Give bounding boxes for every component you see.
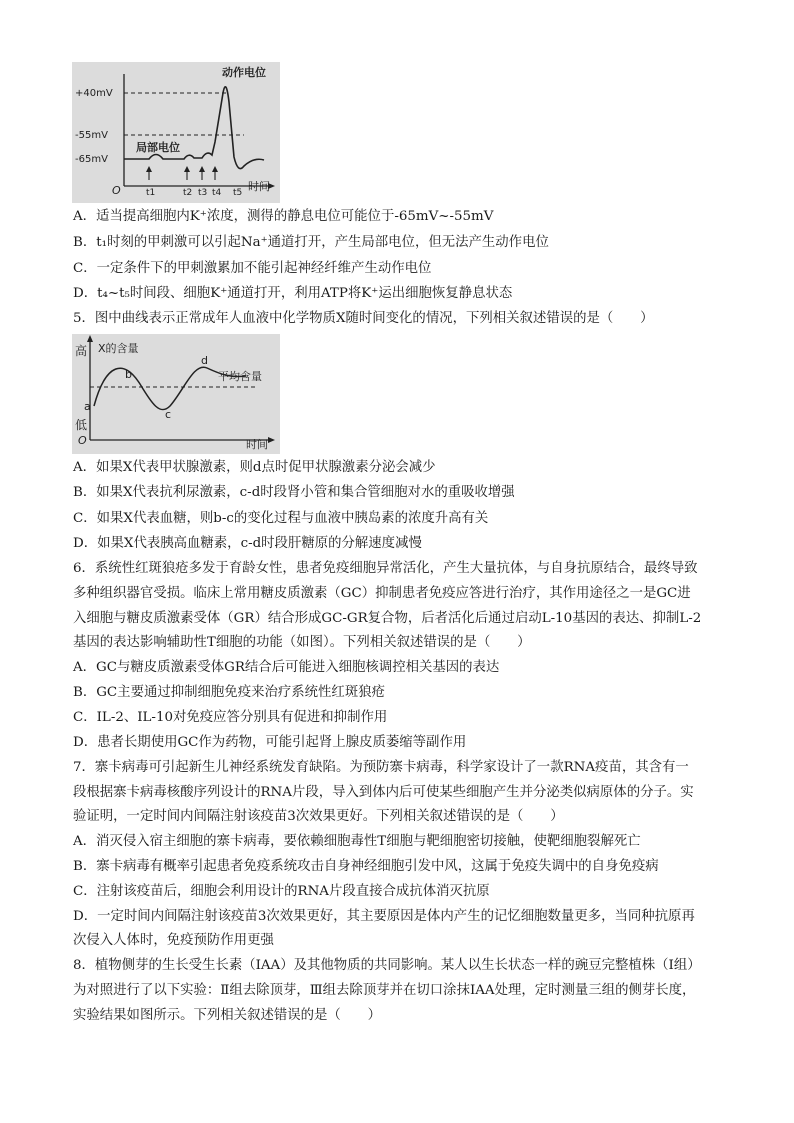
q4-option-c: C．一定条件下的甲刺激累加不能引起神经纤维产生动作电位 <box>73 261 432 276</box>
local-potential-label: 局部电位 <box>136 141 180 154</box>
q8-stem-line-1: 8．植物侧芽的生长受生长素（IAA）及其他物质的共同影响。某人以生长状态一样的豌豆完整植株（Ⅰ组） <box>73 958 701 973</box>
q7-option-d-line-2: 次侵入人体时，免疫预防作用更强 <box>73 933 274 948</box>
tick-t2: t2 <box>183 188 193 198</box>
average-label: 平均含量 <box>218 370 262 383</box>
q4-option-b: B．t₁时刻的甲刺激可以引起Na⁺通道打开，产生局部电位，但无法产生动作电位 <box>73 235 549 250</box>
tick-t1: t1 <box>146 188 156 198</box>
tick-t5: t5 <box>233 188 243 198</box>
low-label: 低 <box>75 418 88 432</box>
high-label: 高 <box>75 344 88 358</box>
membrane-potential-figure <box>72 62 280 203</box>
q6-option-b: B．GC主要通过抑制细胞免疫来治疗系统性红斑狼疮 <box>73 685 385 700</box>
q8-stem-line-2: 为对照进行了以下实验：Ⅱ组去除顶芽，Ⅲ组去除顶芽并在切口涂抹IAA处理，定时测量三组的侧芽长度， <box>73 983 696 998</box>
point-d: d <box>201 354 208 367</box>
point-a: a <box>84 400 91 413</box>
q7-option-c: C．注射该疫苗后，细胞会利用设计的RNA片段直接合成抗体消灭抗原 <box>73 884 490 899</box>
tick-t4: t4 <box>212 188 222 198</box>
y-axis-label: X的含量 <box>98 342 139 355</box>
point-b: b <box>125 368 132 381</box>
q5-option-b: B．如果X代表抗利尿激素，c-d时段肾小管和集合管细胞对水的重吸收增强 <box>73 485 515 500</box>
q7-stem-line-2: 段根据寨卡病毒核酸序列设计的RNA片段，导入到体内后可使某些细胞产生并分泌类似病原体的分子。实 <box>73 785 694 800</box>
q7-stem-line-3: 验证明，一定时间内间隔注射该疫苗3次效果更好。下列相关叙述错误的是（ ） <box>73 809 564 824</box>
q6-stem-line-4: 基因的表达影响辅助性T细胞的功能（如图）。下列相关叙述错误的是（ ） <box>73 635 531 650</box>
q7-option-a: A．消灭侵入宿主细胞的寨卡病毒，要依赖细胞毒性T细胞与靶细胞密切接触，使靶细胞裂解死亡 <box>73 834 641 849</box>
q5-option-d: D．如果X代表胰高血糖素，c-d时段肝糖原的分解速度减慢 <box>73 536 422 551</box>
y-label-minus55: -55mV <box>75 130 108 141</box>
q5-stem: 5．图中曲线表示正常成年人血液中化学物质X随时间变化的情况，下列相关叙述错误的是（ ） <box>73 311 654 326</box>
x-axis-label-2: 时间 <box>246 438 268 451</box>
origin-label: O <box>112 184 121 197</box>
q4-option-d: D．t₄~t₅时间段、细胞K⁺通道打开，利用ATP将K⁺运出细胞恢复静息状态 <box>73 286 513 301</box>
x-content-figure <box>72 334 280 454</box>
q5-option-a: A．如果X代表甲状腺激素，则d点时促甲状腺激素分泌会减少 <box>73 460 436 475</box>
y-label-plus40: +40mV <box>75 88 113 99</box>
q7-option-d-line-1: D．一定时间内间隔注射该疫苗3次效果更好，其主要原因是体内产生的记忆细胞数量更多，当同种抗原再 <box>73 909 695 924</box>
q6-stem-line-1: 6．系统性红斑狼疮多发于育龄女性，患者免疫细胞异常活化，产生大量抗体，与自身抗原结合，最终导致 <box>73 561 698 576</box>
tick-t3: t3 <box>198 188 208 198</box>
x-axis-label: 时间 <box>248 180 270 193</box>
q5-option-c: C．如果X代表血糖，则b-c的变化过程与血液中胰岛素的浓度升高有关 <box>73 511 489 526</box>
q6-stem-line-3: 入细胞与糖皮质激素受体（GR）结合形成GC-GR复合物，后者活化后通过启动L-10基因的表达、抑制L-2 <box>73 611 702 626</box>
q6-option-c: C．IL-2、IL-10对免疫应答分别具有促进和抑制作用 <box>73 710 388 725</box>
point-c: c <box>165 408 172 421</box>
q6-option-d: D．患者长期使用GC作为药物，可能引起肾上腺皮质萎缩等副作用 <box>73 735 467 750</box>
q7-option-b: B．寨卡病毒有概率引起患者免疫系统攻击自身神经细胞引发中风，这属于免疫失调中的自身免疫病 <box>73 859 659 874</box>
q7-stem-line-1: 7．寨卡病毒可引起新生儿神经系统发育缺陷。为预防寨卡病毒，科学家设计了一款RNA疫苗，其含有一 <box>73 760 689 775</box>
q4-option-a: A．适当提高细胞内K⁺浓度，测得的静息电位可能位于-65mV~-55mV <box>73 209 494 224</box>
y-label-minus65: -65mV <box>75 154 108 165</box>
q6-option-a: A．GC与糖皮质激素受体GR结合后可能进入细胞核调控相关基因的表达 <box>73 660 500 675</box>
q8-stem-line-3: 实验结果如图所示。下列相关叙述错误的是（ ） <box>73 1008 381 1023</box>
action-potential-label: 动作电位 <box>222 66 266 79</box>
q6-stem-line-2: 多种组织器官受损。临床上常用糖皮质激素（GC）抑制患者免疫应答进行治疗，其作用途径之一是GC进 <box>73 586 691 601</box>
origin-label-2: O <box>78 434 87 447</box>
